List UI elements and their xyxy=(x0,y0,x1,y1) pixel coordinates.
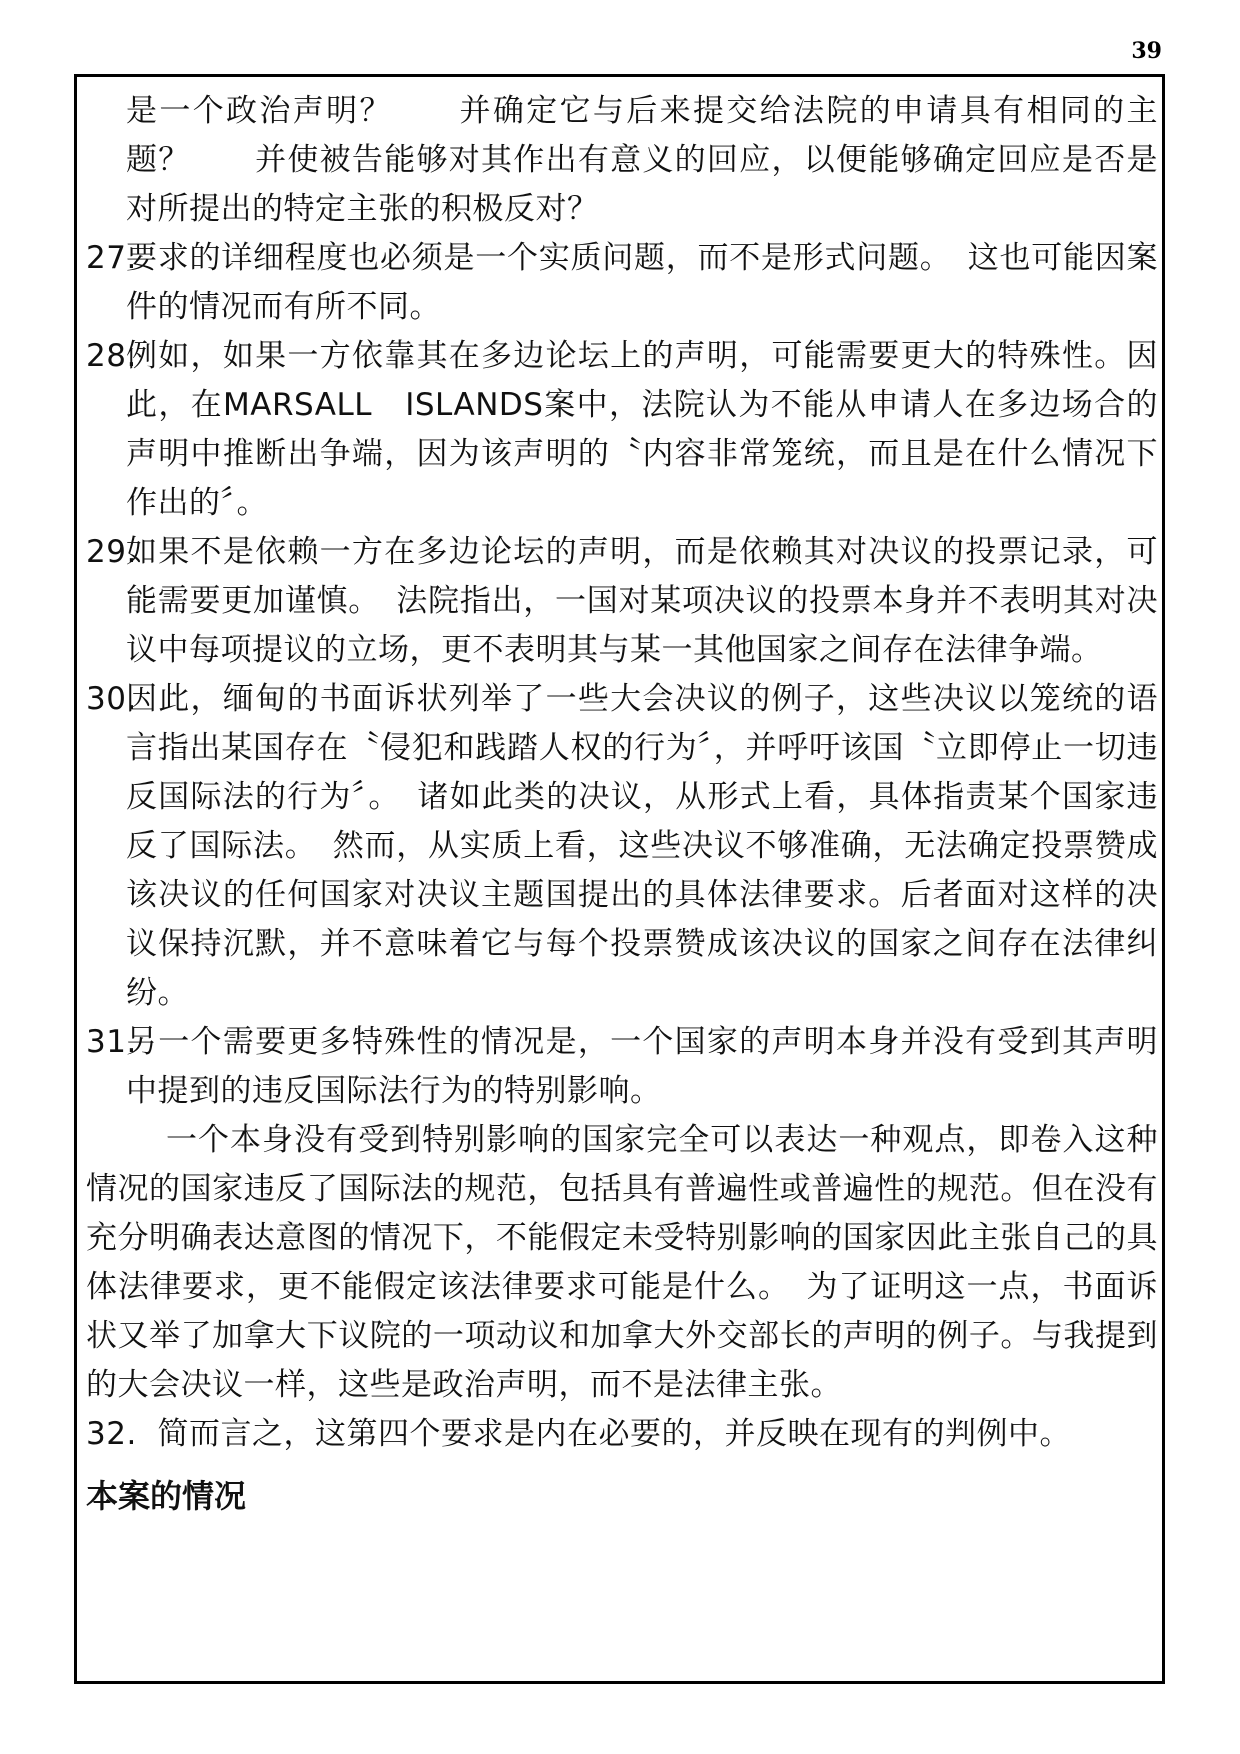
item-text: 因此，缅甸的书面诉状列举了一些大会决议的例子，这些决议以笼统的语言指出某国存在〝侵犯和践踏人权的行为〞，并呼吁该国〝立即停止一切违反国际法的行为〞。 诸如此类的决议，从形式上看，具体指责某个国家违反了国际法。 然而，从实质上看，这些决议不够准确，无法确定投票赞成该决议的任何国家对决议主题国提出的具体法律要求。后者面对这样的决议保持沉默，并不意味着它与每个投票赞成该决议的国家之间存在法律纠纷。 xyxy=(126,681,1158,1011)
numbered-item-27 xyxy=(86,234,1158,332)
item-number: 31. xyxy=(86,1024,137,1060)
document-content xyxy=(86,87,1158,1521)
numbered-item-32 xyxy=(86,1410,1158,1459)
numbered-item-30 xyxy=(86,675,1158,1018)
page-frame xyxy=(74,74,1165,1684)
body-paragraph: 一个本身没有受到特别影响的国家完全可以表达一种观点，即卷入这种情况的国家违反了国际法的规范，包括具有普遍性或普遍性的规范。但在没有充分明确表达意图的情况下，不能假定未受特别影响的国家因此主张自己的具体法律要求，更不能假定该法律要求可能是什么。 为了证明这一点，书面诉状又举了加拿大下议院的一项动议和加拿大外交部长的声明的例子。与我提到的大会决议一样，这些是政治声明，而不是法律主张。 xyxy=(86,1122,1158,1403)
numbered-item-28 xyxy=(86,332,1158,528)
numbered-item-31 xyxy=(86,1018,1158,1116)
item-number: 28. xyxy=(86,338,137,374)
continuation-text: 是一个政治声明？ 并确定它与后来提交给法院的申请具有相同的主题？ 并使被告能够对其作出有意义的回应，以便能够确定回应是否是对所提出的特定主张的积极反对？ xyxy=(126,93,1158,227)
item-text: 要求的详细程度也必须是一个实质问题，而不是形式问题。 这也可能因案件的情况而有所不同。 xyxy=(126,240,1158,325)
section-heading: 本案的情况 xyxy=(86,1477,247,1515)
item-text: 另一个需要更多特殊性的情况是，一个国家的声明本身并没有受到其声明中提到的违反国际法行为的特别影响。 xyxy=(126,1024,1158,1109)
numbered-item-29 xyxy=(86,528,1158,675)
item-text: 例如，如果一方依靠其在多边论坛上的声明，可能需要更大的特殊性。因此，在MARSALL ISLANDS案中，法院认为不能从申请人在多边场合的声明中推断出争端，因为该声明的〝内容非常笼统，而且是在什么情况下作出的〞。 xyxy=(126,338,1158,521)
item-number: 30. xyxy=(86,681,137,717)
item-number: 29. xyxy=(86,534,137,570)
item-number: 32. xyxy=(86,1416,137,1452)
item-text: 简而言之，这第四个要求是内在必要的，并反映在现有的判例中。 xyxy=(126,1416,1071,1452)
item-number: 27. xyxy=(86,240,137,276)
item-text: 如果不是依赖一方在多边论坛的声明，而是依赖其对决议的投票记录，可能需要更加谨慎。 法院指出，一国对某项决议的投票本身并不表明其对决议中每项提议的立场，更不表明其与某一其他国家之间存在法律争端。 xyxy=(126,534,1158,668)
page-number: 39 xyxy=(1131,38,1162,64)
